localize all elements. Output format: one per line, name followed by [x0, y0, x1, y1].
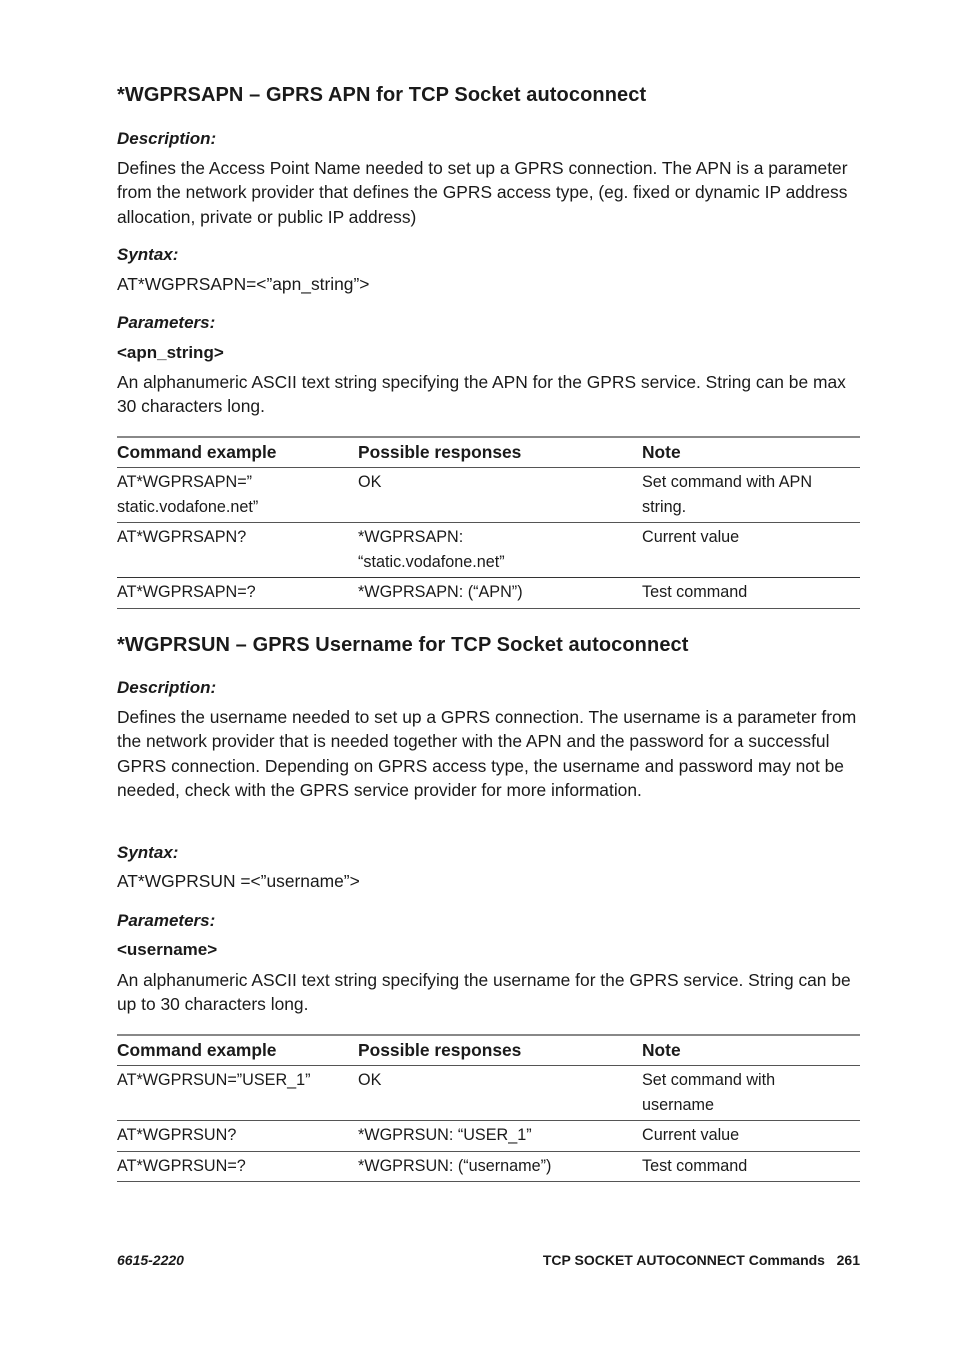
section-title-wgprsun: *WGPRSUN – GPRS Username for TCP Socket autoconnect: [117, 634, 689, 656]
table-cell: Set command with username: [642, 1071, 776, 1114]
table-header-row: [117, 1035, 860, 1066]
column-header: Command example: [117, 1040, 277, 1060]
table-cell: OK: [358, 473, 382, 491]
syntax-text: AT*WGPRSAPN=<”apn_string”>: [117, 274, 370, 294]
column-header: Command example: [117, 442, 277, 462]
document-number: 6615-2220: [117, 1252, 184, 1268]
parameter-description: An alphanumeric ASCII text string specifying the username for the GPRS service. String can be up to 30 characters long.: [117, 970, 851, 1015]
table-cell: AT*WGPRSAPN=” static.vodafone.net”: [117, 473, 259, 516]
parameter-description: An alphanumeric ASCII text string specifying the APN for the GPRS service. String can be max 30 characters long.: [117, 372, 846, 417]
table-cell: *WGPRSAPN: “static.vodafone.net”: [358, 528, 505, 571]
table-cell: Test command: [642, 1156, 748, 1175]
column-header: Possible responses: [358, 442, 522, 462]
table-cell: AT*WGPRSAPN?: [117, 528, 247, 546]
chapter-title: TCP SOCKET AUTOCONNECT Commands: [542, 1252, 825, 1268]
command-table-wgprsapn: [117, 436, 860, 609]
table-cell: Test command: [642, 583, 748, 601]
parameter-name: <apn_string>: [117, 343, 224, 362]
syntax-label: Syntax:: [117, 843, 179, 862]
table-cell: AT*WGPRSUN=?: [117, 1156, 246, 1175]
table-cell: Current value: [642, 528, 740, 546]
table-row: [117, 1066, 860, 1121]
table-cell: Current value: [642, 1126, 740, 1144]
table-cell: Set command with APN string.: [642, 473, 813, 516]
table-header-row: [117, 437, 860, 468]
column-header: Note: [642, 442, 681, 462]
table-row: [117, 1151, 860, 1182]
column-header: Note: [642, 1040, 681, 1060]
table-cell: AT*WGPRSUN=”USER_1”: [117, 1071, 311, 1089]
page-number: 261: [836, 1252, 860, 1268]
table-cell: *WGPRSAPN: (“APN”): [358, 583, 523, 601]
table-row: [117, 578, 860, 609]
column-header: Possible responses: [358, 1040, 522, 1060]
table-row: [117, 523, 860, 578]
table-row: [117, 1121, 860, 1152]
parameter-name: <username>: [117, 940, 218, 959]
section-title-wgprsapn: *WGPRSAPN – GPRS APN for TCP Socket autoconnect: [117, 84, 647, 106]
description-label: Description:: [117, 129, 217, 148]
syntax-text: AT*WGPRSUN =<”username”>: [117, 871, 360, 891]
footer-chapter: [543, 1252, 860, 1268]
table-cell: *WGPRSUN: “USER_1”: [358, 1126, 532, 1144]
description-text: Defines the Access Point Name needed to set up a GPRS connection. The APN is a parameter from the network provider that defines the GPRS access type, (eg. fixed or dynamic IP address allocation, private or public IP address): [117, 158, 848, 227]
description-text: Defines the username needed to set up a GPRS connection. The username is a parameter from the network provider that is needed together with the APN and the password for a successful GPRS connection. Depending on GPRS access type, the username and password may not be needed, check with the GPRS service provider for more information.: [117, 707, 857, 800]
table-cell: AT*WGPRSAPN=?: [117, 583, 256, 601]
parameters-label: Parameters:: [117, 313, 216, 332]
syntax-label: Syntax:: [117, 245, 179, 264]
table-cell: *WGPRSUN: (“username”): [358, 1156, 552, 1175]
table-cell: OK: [358, 1071, 382, 1089]
table-cell: AT*WGPRSUN?: [117, 1126, 237, 1144]
parameters-label: Parameters:: [117, 911, 216, 930]
command-table-wgprsun: [117, 1034, 860, 1182]
table-row: [117, 468, 860, 523]
description-label: Description:: [117, 678, 217, 697]
